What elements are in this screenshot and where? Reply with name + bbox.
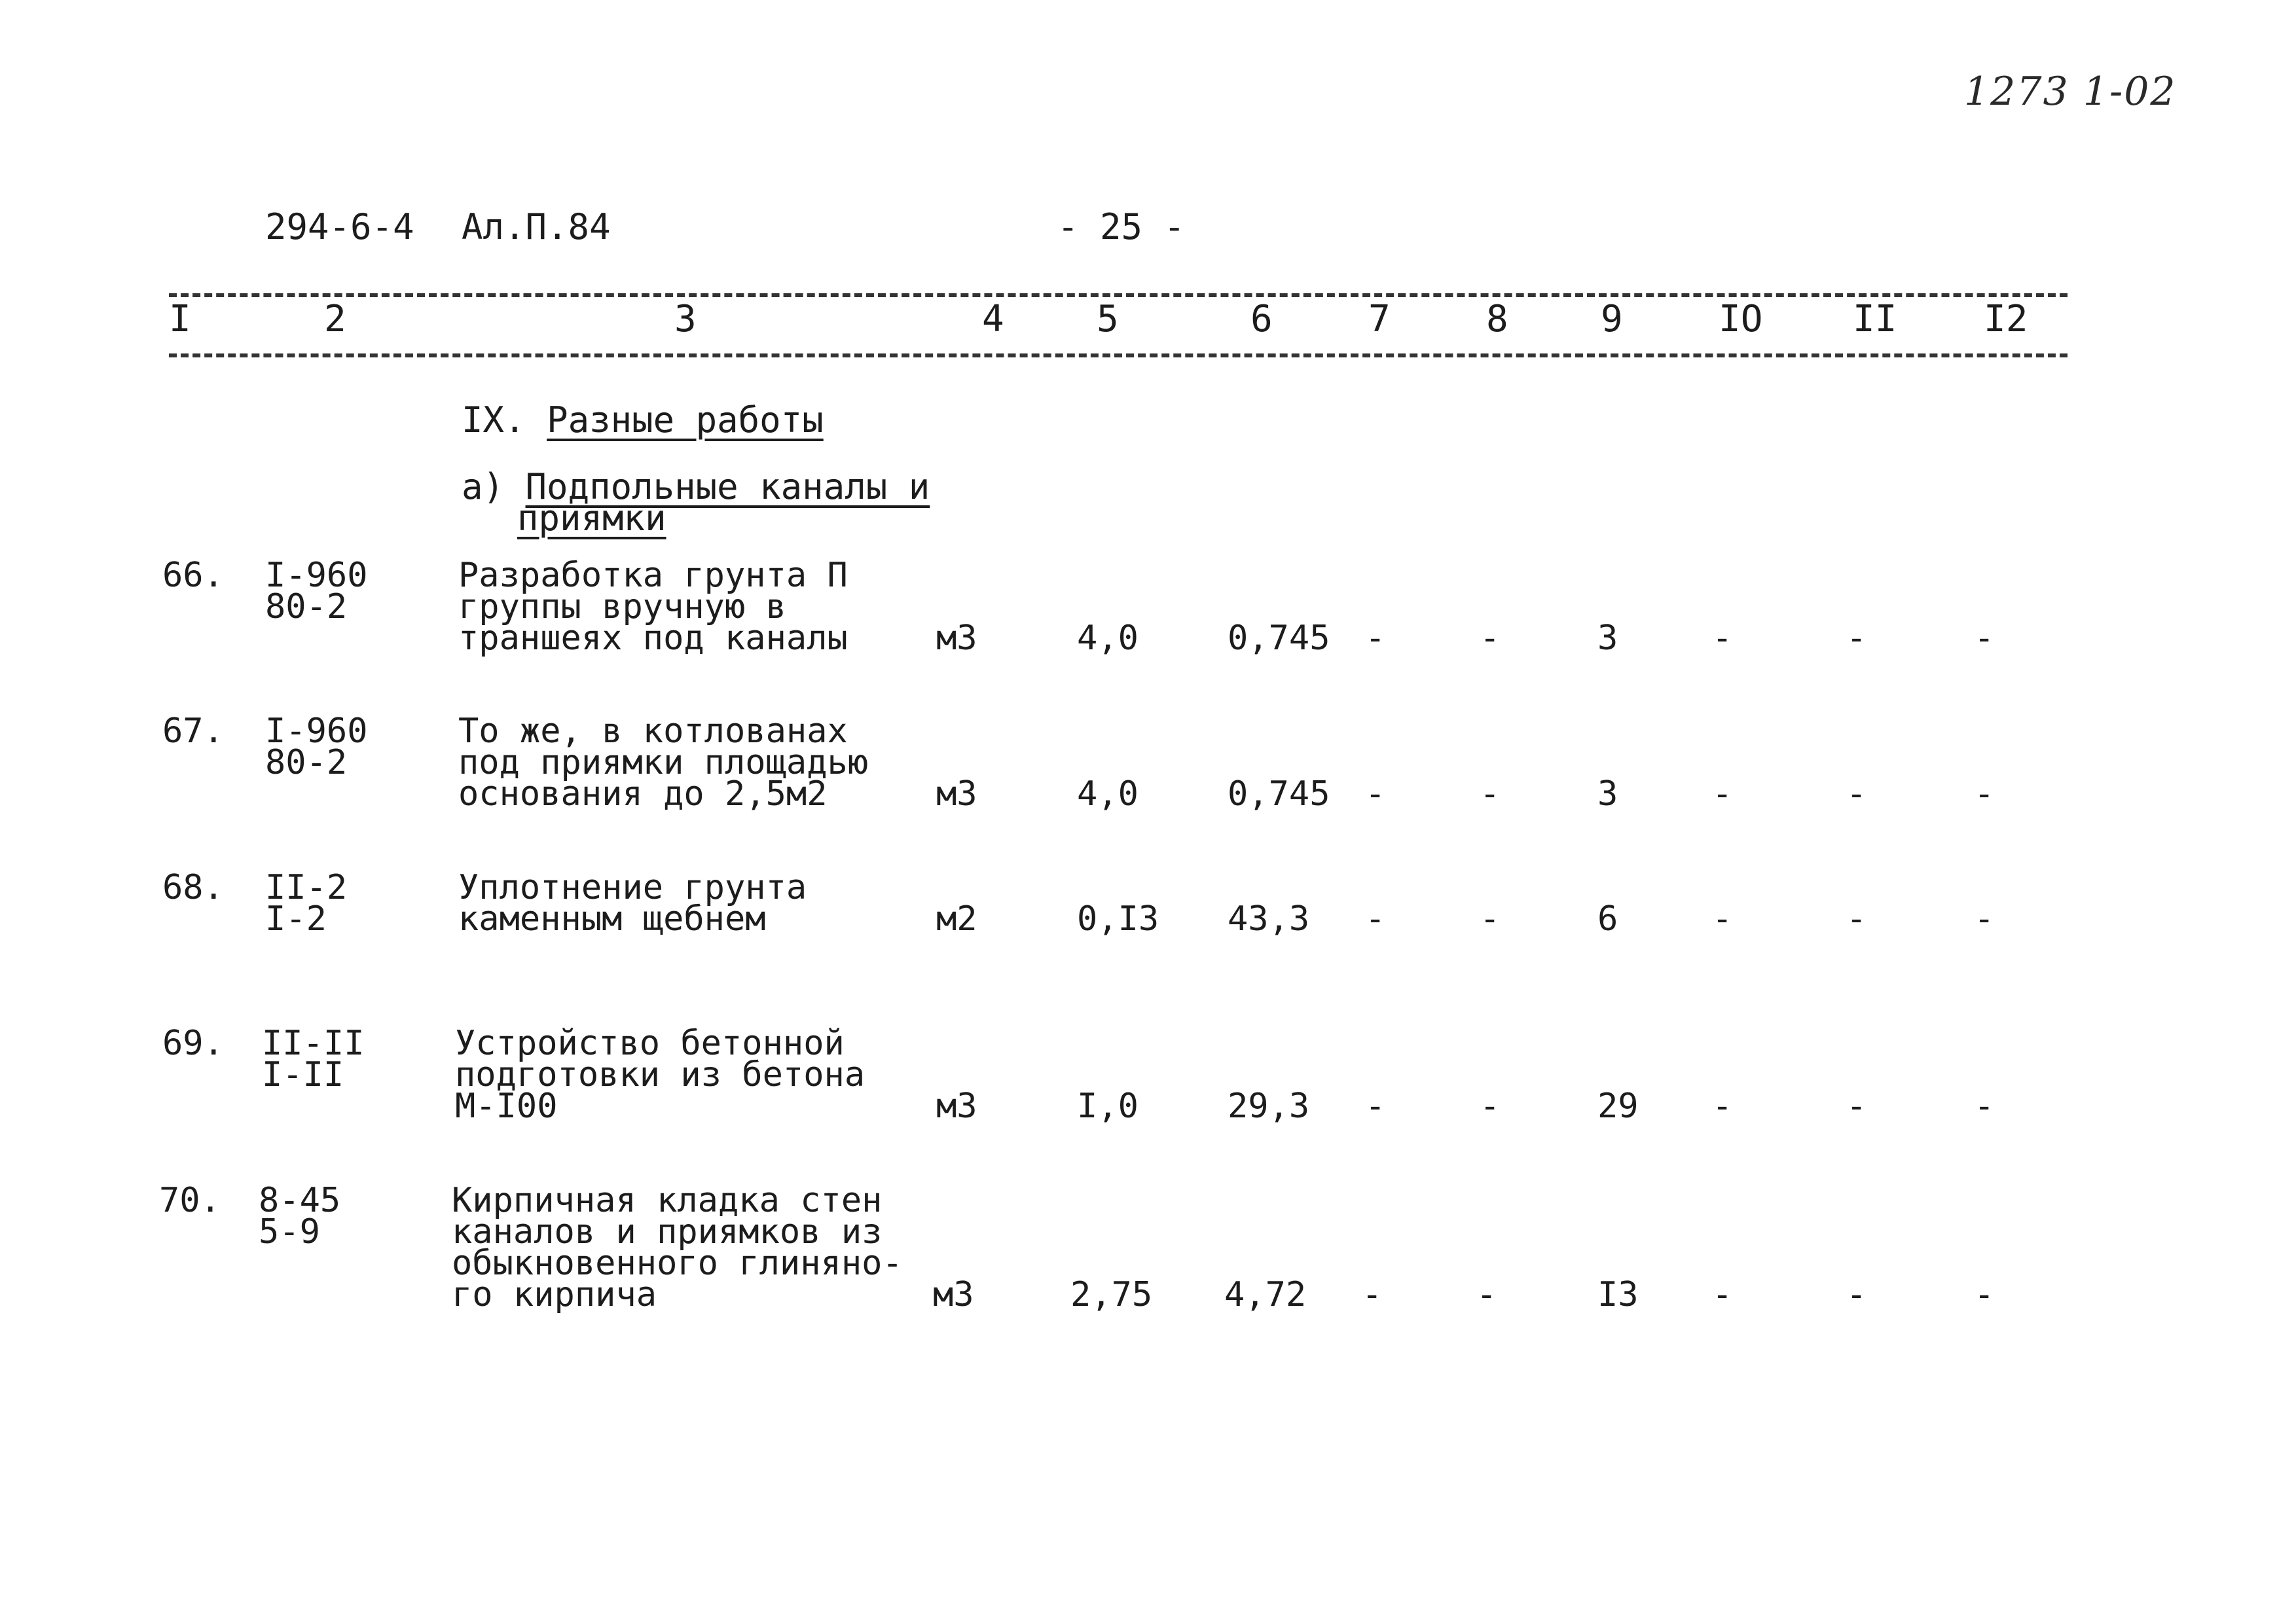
- col5-cell: 4,0: [1077, 619, 1139, 658]
- col6-cell: 0,745: [1228, 774, 1330, 814]
- col5-cell: 2,75: [1070, 1275, 1153, 1314]
- col11-cell: -: [1846, 899, 1867, 939]
- col7-cell: -: [1365, 619, 1386, 658]
- col5-cell: I,0: [1077, 1087, 1139, 1126]
- norm-code-line-2: 80-2: [265, 587, 348, 626]
- col12-cell: -: [1974, 619, 1995, 658]
- work-description-line: основания до 2,5м2: [458, 774, 828, 814]
- row-number: 68.: [162, 868, 224, 907]
- col6-cell: 0,745: [1228, 619, 1330, 658]
- norm-code-line-1: 8-45: [259, 1181, 341, 1220]
- handwritten-document-number: 1273 1-02: [1964, 69, 2177, 115]
- col10-cell: -: [1712, 899, 1733, 939]
- column-number: 5: [1097, 298, 1119, 340]
- col11-cell: -: [1846, 774, 1867, 814]
- norm-code-line-1: I-960: [265, 712, 368, 751]
- row-number: 67.: [162, 712, 224, 751]
- work-description-line: обыкновенного глиняно-: [452, 1244, 903, 1283]
- col6-cell: 43,3: [1228, 899, 1310, 939]
- norm-code-line-1: II-II: [262, 1024, 365, 1063]
- col8-cell: -: [1480, 1087, 1501, 1126]
- col7-cell: -: [1365, 899, 1386, 939]
- work-description-line: Разработка грунта П: [458, 556, 848, 595]
- norm-code-line-2: I-II: [262, 1055, 344, 1094]
- col11-cell: -: [1846, 619, 1867, 658]
- table-header-rule: [169, 353, 2068, 357]
- col10-cell: -: [1712, 619, 1733, 658]
- column-number: IO: [1719, 298, 1763, 340]
- column-number: 3: [674, 298, 697, 340]
- column-number: I2: [1984, 298, 2028, 340]
- column-number: II: [1853, 298, 1897, 340]
- column-number: 9: [1601, 298, 1623, 340]
- norm-code-line-2: I-2: [265, 899, 327, 939]
- col6-cell: 4,72: [1224, 1275, 1307, 1314]
- work-description-line: под приямки площадью: [458, 743, 869, 782]
- col9-cell: 29: [1597, 1087, 1639, 1126]
- unit-cell: м2: [936, 899, 977, 939]
- col9-cell: 3: [1597, 774, 1618, 814]
- col7-cell: -: [1362, 1275, 1383, 1314]
- col11-cell: -: [1846, 1275, 1867, 1314]
- col10-cell: -: [1712, 774, 1733, 814]
- col5-cell: 4,0: [1077, 774, 1139, 814]
- work-description-line: траншеях под каналы: [458, 619, 848, 658]
- section-heading: Разные работы: [547, 399, 824, 441]
- work-description-line: Устройство бетонной: [455, 1024, 845, 1063]
- col6-cell: 29,3: [1228, 1087, 1310, 1126]
- col12-cell: -: [1974, 774, 1995, 814]
- col12-cell: -: [1974, 899, 1995, 939]
- row-number: 69.: [162, 1024, 224, 1063]
- col5-cell: 0,I3: [1077, 899, 1159, 939]
- col7-cell: -: [1365, 774, 1386, 814]
- work-description-line: Уплотнение грунта: [458, 868, 807, 907]
- page-number: - 25 -: [1057, 206, 1186, 247]
- work-description-line: Кирпичная кладка стен: [452, 1181, 883, 1220]
- column-number: 7: [1368, 298, 1391, 340]
- norm-code-line-1: II-2: [265, 868, 348, 907]
- unit-cell: м3: [933, 1275, 974, 1314]
- col9-cell: 6: [1597, 899, 1618, 939]
- subsection-heading-line-2: приямки: [517, 497, 666, 539]
- table-top-rule: [169, 293, 2068, 297]
- subsection-prefix: а): [462, 466, 505, 507]
- column-number: 4: [982, 298, 1004, 340]
- work-description-line: группы вручную в: [458, 587, 786, 626]
- col9-cell: I3: [1597, 1275, 1639, 1314]
- column-number: I: [169, 298, 191, 340]
- norm-code-line-2: 5-9: [259, 1212, 320, 1252]
- subsection-heading-line-1: Подпольные каналы и: [525, 466, 930, 507]
- col12-cell: -: [1974, 1087, 1995, 1126]
- work-description-line: То же, в котлованах: [458, 712, 848, 751]
- unit-cell: м3: [936, 774, 977, 814]
- col10-cell: -: [1712, 1087, 1733, 1126]
- row-number: 70.: [159, 1181, 221, 1220]
- album-reference: Ал.П.84: [462, 206, 611, 247]
- work-description-line: каменным щебнем: [458, 899, 766, 939]
- project-code: 294-6-4: [265, 206, 414, 247]
- section-number: IX.: [462, 399, 526, 441]
- column-number: 8: [1486, 298, 1508, 340]
- col8-cell: -: [1476, 1275, 1497, 1314]
- unit-cell: м3: [936, 619, 977, 658]
- work-description-line: каналов и приямков из: [452, 1212, 883, 1252]
- row-number: 66.: [162, 556, 224, 595]
- col11-cell: -: [1846, 1087, 1867, 1126]
- norm-code-line-2: 80-2: [265, 743, 348, 782]
- col8-cell: -: [1480, 774, 1501, 814]
- col8-cell: -: [1480, 899, 1501, 939]
- norm-code-line-1: I-960: [265, 556, 368, 595]
- section-title: [462, 399, 824, 441]
- col10-cell: -: [1712, 1275, 1733, 1314]
- col9-cell: 3: [1597, 619, 1618, 658]
- col8-cell: -: [1480, 619, 1501, 658]
- unit-cell: м3: [936, 1087, 977, 1126]
- column-number: 2: [324, 298, 346, 340]
- work-description-line: подготовки из бетона: [455, 1055, 866, 1094]
- work-description-line: го кирпича: [452, 1275, 657, 1314]
- work-description-line: М-I00: [455, 1087, 558, 1126]
- col12-cell: -: [1974, 1275, 1995, 1314]
- column-number: 6: [1250, 298, 1273, 340]
- col7-cell: -: [1365, 1087, 1386, 1126]
